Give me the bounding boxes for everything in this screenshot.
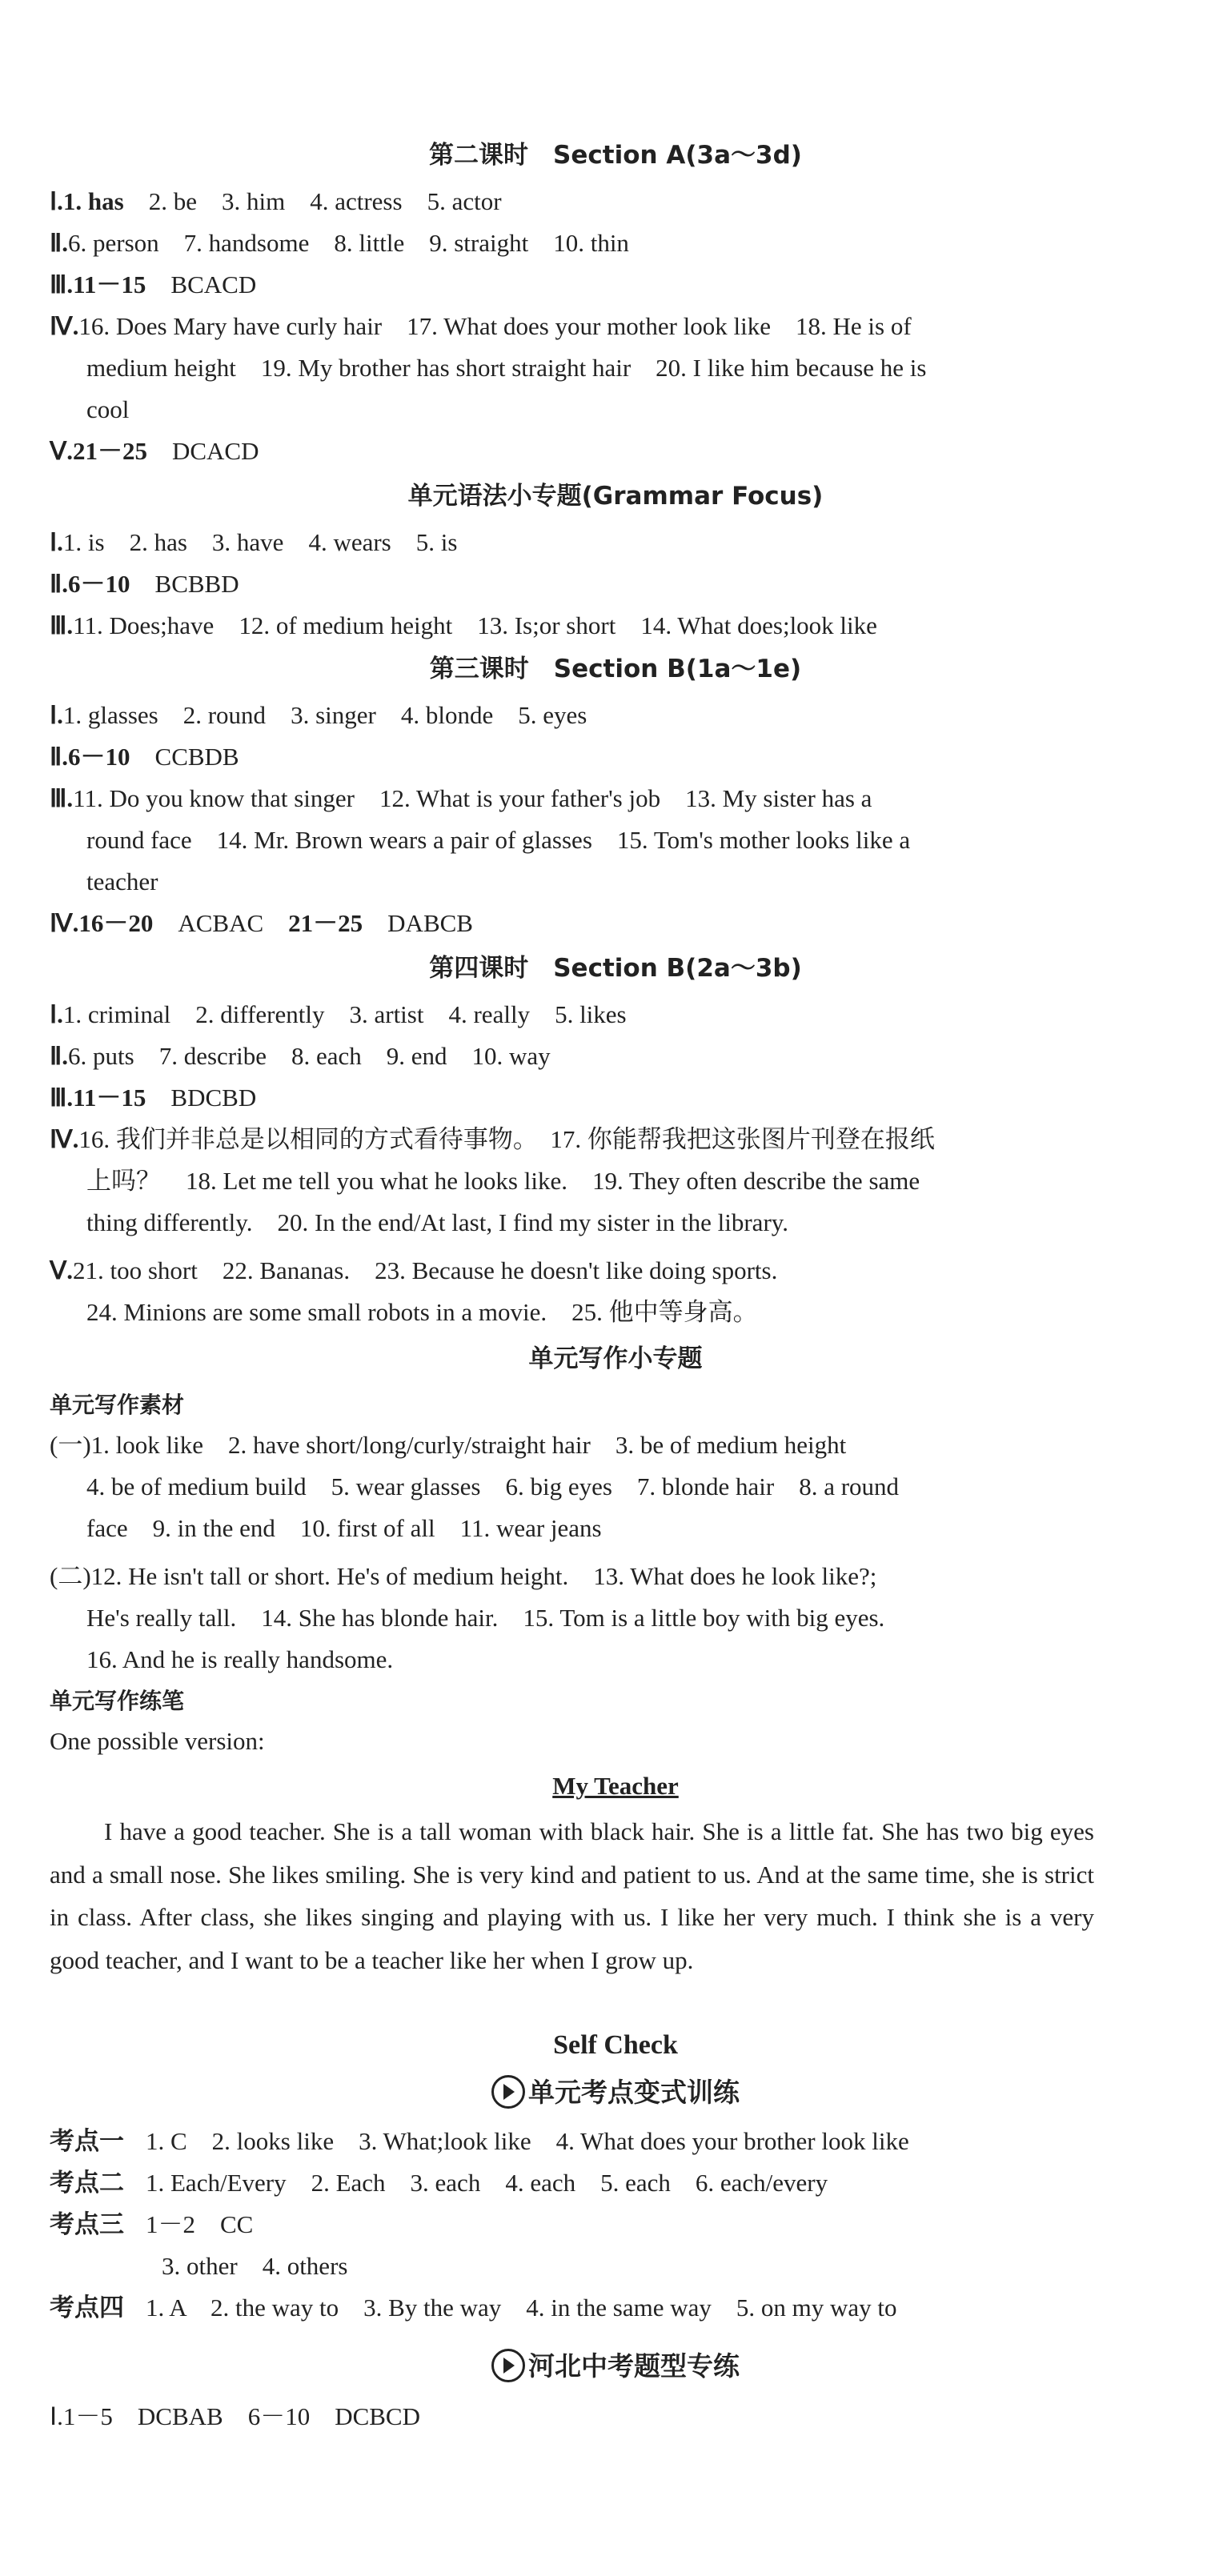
answer-line: Ⅲ.11－15 BDCBD	[50, 1084, 257, 1112]
section-title-writing: 单元写作小专题	[528, 1344, 703, 1373]
answer-line: Ⅰ.1. criminal 2. differently 3. artist 4. really 5. likes	[50, 1000, 627, 1028]
answer-line: (二)12. He isn't tall or short. He's of medium height. 13. What does he look like?;	[50, 1562, 877, 1590]
answer-line: Ⅱ.6－10 CCBDB	[50, 743, 239, 771]
answer-line: Ⅰ.1. glasses 2. round 3. singer 4. blonde 5. eyes	[50, 701, 587, 729]
answer-line: Ⅳ.16. 我们并非总是以相同的方式看待事物。 17. 你能帮我把这张图片刊登在报纸	[50, 1125, 935, 1153]
section-title-self-check: Self Check	[553, 2030, 678, 2060]
answer-line: 上吗？ 18. Let me tell you what he looks like. 19. They often describe the same	[86, 1167, 920, 1195]
play-arrow-icon	[491, 2075, 525, 2109]
answer-line: Ⅳ.16－20 ACBAC 21－25 DABCB	[50, 909, 473, 937]
section-title-grammar-focus: 单元语法小专题(Grammar Focus)	[407, 482, 824, 511]
answer-line: 考点三 1－2 CC	[50, 2210, 254, 2239]
answer-line: 24. Minions are some small robots in a movie. 25. 他中等身高。	[86, 1298, 758, 1326]
answer-line: cool	[86, 395, 130, 423]
answer-line: 考点一 1. C 2. looks like 3. What;look like 4. What does your brother look like	[50, 2127, 909, 2156]
answer-line: face 9. in the end 10. first of all 11. wear jeans	[86, 1514, 602, 1542]
answer-line: 考点四 1. A 2. the way to 3. By the way 4. in the same way 5. on my way to	[50, 2294, 897, 2322]
subsection-title-hebei: 河北中考题型专练	[0, 2345, 1231, 2388]
answer-line: Ⅱ.6－10 BCBBD	[50, 570, 239, 598]
answer-line: 考点二 1. Each/Every 2. Each 3. each 4. each 5. each 6. each/every	[50, 2169, 828, 2197]
section-title-1a-1e: 第三课时 Section B(1a～1e)	[429, 655, 802, 683]
answer-line: medium height 19. My brother has short straight hair 20. I like him because he is	[86, 354, 927, 382]
answer-line: Ⅲ.11－15 BCACD	[50, 270, 257, 298]
answer-line: Ⅱ.6. person 7. handsome 8. little 9. straight 10. thin	[50, 229, 629, 257]
answer-line: 4. be of medium build 5. wear glasses 6. big eyes 7. blonde hair 8. a round	[86, 1472, 900, 1500]
answer-line: teacher	[86, 867, 158, 895]
play-arrow-icon	[491, 2349, 525, 2382]
answer-line: Ⅴ.21－25 DCACD	[50, 437, 259, 465]
intro-line: One possible version:	[50, 1727, 265, 1755]
answer-line: round face 14. Mr. Brown wears a pair of glasses 15. Tom's mother looks like a	[86, 826, 911, 854]
section-title-3a-3d: 第二课时 Section A(3a～3d)	[429, 141, 802, 170]
answer-line: Ⅳ.16. Does Mary have curly hair 17. What does your mother look like 18. He is of	[50, 312, 912, 340]
essay-paragraph: I have a good teacher. She is a tall woman with black hair. She is a little fat. She has two big eyes and a small nose. She likes smiling. She is very kind and patient to us. And at the same time, she is strict in class. After class, she likes singing and playing with us. I like her very much. I think she is a very good teacher, and I want to be a teacher like her when I grow up.	[50, 1817, 1094, 1974]
answer-line: He's really tall. 14. She has blonde hair. 15. Tom is a little boy with big eyes.	[86, 1604, 885, 1632]
subheading-material: 单元写作素材	[50, 1392, 185, 1418]
section-title-2a-3b: 第四课时 Section B(2a～3b)	[429, 954, 802, 983]
answer-line: Ⅰ.1. is 2. has 3. have 4. wears 5. is	[50, 528, 458, 556]
answer-line: Ⅲ.11. Do you know that singer 12. What is your father's job 13. My sister has a	[50, 784, 872, 812]
answer-line: 16. And he is really handsome.	[86, 1645, 394, 1673]
answer-line: Ⅰ.1－5 DCBAB 6－10 DCBCD	[50, 2402, 421, 2430]
answer-line: 3. other 4. others	[162, 2252, 348, 2280]
answer-line: Ⅰ.1. has 2. be 3. him 4. actress 5. actor	[50, 187, 502, 215]
answer-line: Ⅴ.21. too short 22. Bananas. 23. Because he doesn't like doing sports.	[50, 1256, 778, 1284]
roman-numeral: Ⅰ.	[50, 187, 63, 215]
answer-line: (一)1. look like 2. have short/long/curly/straight hair 3. be of medium height	[50, 1431, 847, 1459]
answer-line: Ⅲ.11. Does;have 12. of medium height 13. Is;or short 14. What does;look like	[50, 611, 877, 639]
subsection-title-variants: 单元考点变式训练	[0, 2071, 1231, 2114]
answer-line: thing differently. 20. In the end/At last, I find my sister in the library.	[86, 1208, 789, 1236]
essay-title: My Teacher	[552, 1772, 679, 1800]
subheading-practice: 单元写作练笔	[50, 1688, 185, 1714]
answer-line: Ⅱ.6. puts 7. describe 8. each 9. end 10. way	[50, 1042, 551, 1070]
